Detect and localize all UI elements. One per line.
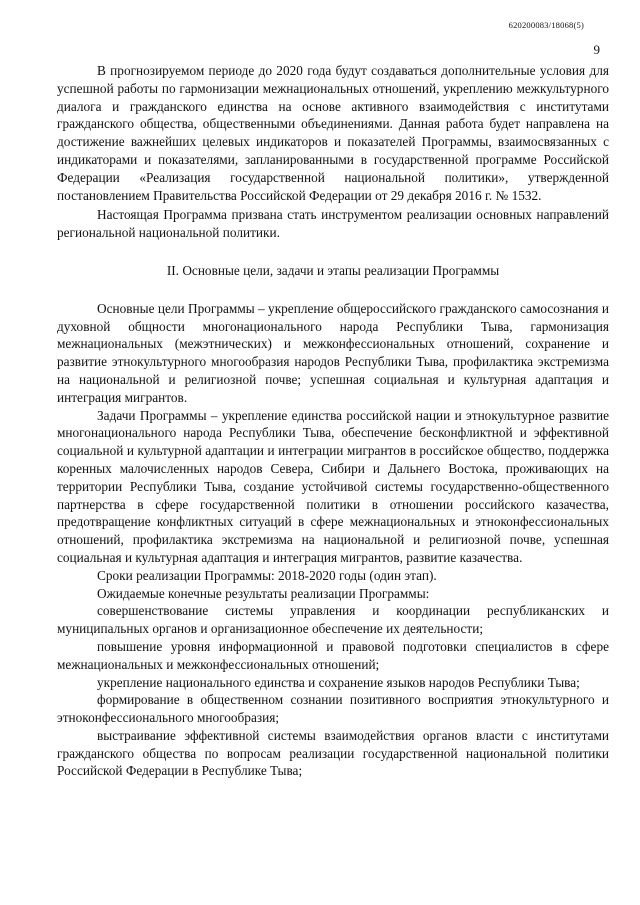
section-heading: II. Основные цели, задачи и этапы реализации Программы [166,262,500,278]
list-item: совершенствование системы управления и координации республиканских и муниципальных органов и организационное обеспечение их деятельности; [57,603,609,637]
paragraph: Ожидаемые конечные результаты реализации Программы: [97,585,430,601]
list-item: выстраивание эффективной системы взаимодействия органов власти с институтами гражданского общества по вопросам реализации государственной национальной политики Российской Федерации в Республике Тыва; [57,727,609,779]
page-number: 9 [593,42,600,57]
document-code: 620200083/18068(5) [508,20,584,30]
paragraph: Задачи Программы – укрепление единства российской нации и этнокультурное развитие многонационального народа Республики Тыва, обеспечение бесконфликтной и эффективной социальной и культурной адаптации и интеграции мигрантов в российское общество, поддержка коренных малочисленных народов Севера, Сибири и Дальнего Востока, проживающих на территории Республики Тыва, создание устойчивой системы государственно-общественного партнерства в сфере государственной политики в отношении российского казачества, предотвращение конфликтных ситуаций в сфере межнациональных и этноконфессиональных отношений, профилактика экстремизма на национальной и религиозной почве, успешная социальная и культурная адаптация и интеграция мигрантов, развитие казачества. [57,407,609,565]
paragraph: Сроки реализации Программы: 2018-2020 годы (один этап). [97,567,437,583]
list-item: укрепление национального единства и сохранение языков народов Республики Тыва; [97,674,580,690]
list-item: повышение уровня информационной и правовой подготовки специалистов в сфере межнациональных и межконфессиональных отношений; [57,638,609,672]
paragraph: Основные цели Программы – укрепление общероссийского гражданского самосознания и духовной общности многонационального народа Республики Тыва, гармонизация межнациональных (межэтнических) и межконфессиональных отношений, сохранение и развитие этнокультурного многообразия народов Республики Тыва, профилактика экстремизма на национальной и религиозной почве; успешная социальная и культурная адаптация и интеграция мигрантов. [57,300,609,405]
document-body [57,62,609,780]
paragraph: В прогнозируемом периоде до 2020 года будут создаваться дополнительные условия для успешной работы по гармонизации межнациональных отношений, укреплению межкультурного диалога и гражданского единства на основе активного взаимодействия с институтами гражданского общества, общественными объединениями. Данная работа будет направлена на достижение важнейших целевых индикаторов и показателей Программы, взаимосвязанных с индикаторами и показателями, запланированными в государственной программе Российской Федерации «Реализация государственной национальной политики», утвержденной постановлением Правительства Российской Федерации от 29 декабря 2016 г. № 1532. [57,63,609,203]
paragraph: Настоящая Программа призвана стать инструментом реализации основных направлений региональной национальной политики. [57,207,609,241]
list-item: формирование в общественном сознании позитивного восприятия этнокультурного и этноконфессионального многообразия; [57,692,609,726]
